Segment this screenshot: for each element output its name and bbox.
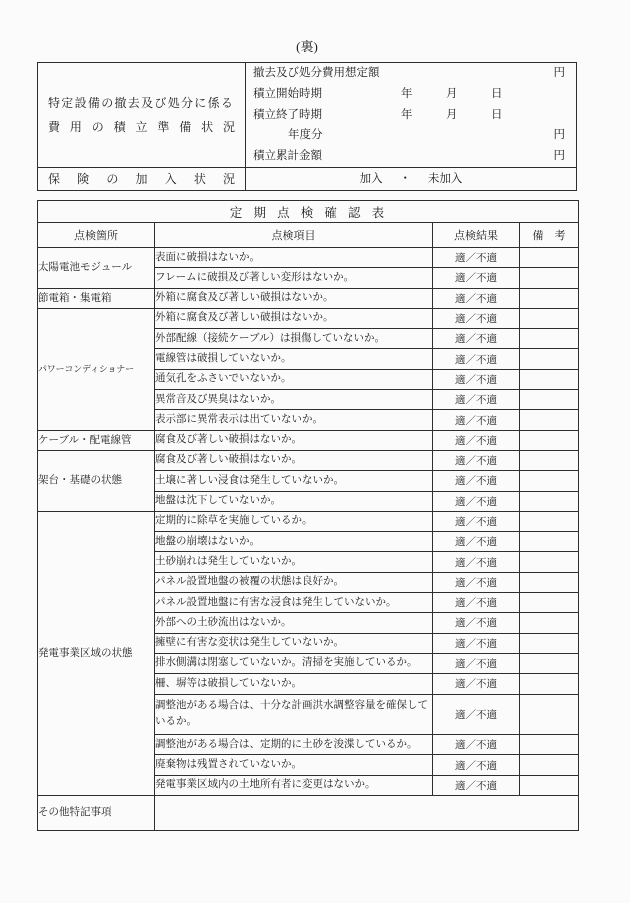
- day-label: 日: [491, 87, 503, 100]
- remarks-cell: [520, 308, 579, 328]
- remarks-cell: [520, 511, 579, 531]
- item-cell: 調整池がある場合は、十分な計画洪水調整容量を確保しているか。: [155, 694, 433, 735]
- item-cell: 地盤の崩壊はないか。: [155, 532, 433, 552]
- result-cell: 適／不適: [433, 572, 520, 592]
- remarks-cell: [520, 450, 579, 470]
- item-cell: 排水側溝は閉塞していないか。清掃を実施しているか。: [155, 653, 433, 673]
- item-cell: 擁壁に有害な変状は発生していないか。: [155, 633, 433, 653]
- fund-row-total: [246, 146, 576, 167]
- remarks-cell: [520, 593, 579, 613]
- header-item: 点検項目: [155, 223, 433, 248]
- end-period-label: 積立終了時期: [253, 108, 322, 121]
- item-cell: 発電事業区域内の土地所有者に変更はないか。: [155, 775, 433, 795]
- fund-preparation-table: [37, 62, 577, 191]
- result-cell: 適／不適: [433, 755, 520, 775]
- item-cell: 土壌に著しい浸食は発生していないか。: [155, 471, 433, 491]
- yen-unit: 円: [553, 67, 565, 79]
- result-cell: 適／不適: [433, 511, 520, 531]
- result-cell: 適／不適: [433, 674, 520, 694]
- result-cell: 適／不適: [433, 410, 520, 430]
- section-name-solar-module: 太陽電池モジュール: [38, 248, 155, 289]
- remarks-cell: [520, 369, 579, 389]
- page-side-label: (裏): [296, 39, 318, 54]
- insurance-label: 保 険 の 加 入 状 況: [38, 168, 246, 191]
- fund-row-fiscal: [246, 125, 576, 146]
- start-period-label: 積立開始時期: [253, 87, 322, 100]
- remarks-cell: [520, 288, 579, 308]
- result-cell: 適／不適: [433, 653, 520, 673]
- remarks-cell: [520, 430, 579, 450]
- year-label: 年: [401, 108, 413, 121]
- inspection-row: [38, 430, 579, 450]
- day-label: 日: [491, 108, 503, 121]
- yen-unit: 円: [553, 129, 565, 142]
- result-cell: 適／不適: [433, 491, 520, 511]
- fund-label-cell: [38, 63, 246, 167]
- fund-label-line1: 特定設備の撤去及び処分に係る: [48, 96, 235, 111]
- item-cell: パネル設置地盤に有害な浸食は発生していないか。: [155, 593, 433, 613]
- remarks-cell: [520, 248, 579, 268]
- remarks-cell: [520, 471, 579, 491]
- item-cell: 異常音及び異臭はないか。: [155, 390, 433, 410]
- result-cell: 適／不適: [433, 532, 520, 552]
- item-cell: 定期的に除草を実施しているか。: [155, 511, 433, 531]
- remarks-cell: [520, 735, 579, 755]
- item-cell: 外箱に腐食及び著しい破損はないか。: [155, 308, 433, 328]
- result-cell: 適／不適: [433, 349, 520, 369]
- result-cell: 適／不適: [433, 552, 520, 572]
- item-cell: 表示部に異常表示は出ていないか。: [155, 410, 433, 430]
- fiscal-year-label: 年度分: [288, 129, 323, 142]
- other-notes-label: その他特記事項: [38, 796, 155, 831]
- remarks-cell: [520, 268, 579, 288]
- insurance-row: [38, 168, 576, 191]
- result-cell: 適／不適: [433, 735, 520, 755]
- header-result: 点検結果: [433, 223, 520, 248]
- item-cell: 外部への土砂流出はないか。: [155, 613, 433, 633]
- remarks-cell: [520, 755, 579, 775]
- item-cell: 通気孔をふさいでいないか。: [155, 369, 433, 389]
- inspection-title: 定 期 点 検 確 認 表: [38, 201, 579, 223]
- insurance-options: 加入 ・ 未加入: [359, 172, 463, 185]
- item-cell: 外部配線（接続ケーブル）は損傷していないか。: [155, 329, 433, 349]
- month-label: 月: [446, 87, 458, 100]
- remarks-cell: [520, 613, 579, 633]
- remarks-cell: [520, 775, 579, 795]
- remarks-cell: [520, 329, 579, 349]
- fund-row-start: [246, 84, 576, 105]
- header-location: 点検箇所: [38, 223, 155, 248]
- result-cell: 適／不適: [433, 268, 520, 288]
- month-label: 月: [446, 108, 458, 121]
- result-cell: 適／不適: [433, 694, 520, 735]
- inspection-table: [37, 200, 579, 831]
- result-cell: 適／不適: [433, 613, 520, 633]
- item-cell: 腐食及び著しい破損はないか。: [155, 450, 433, 470]
- section-name-junction-box: 節電箱・集電箱: [38, 288, 155, 308]
- remarks-cell: [520, 674, 579, 694]
- section-name-power-conditioner: パワーコンディショナー: [38, 308, 155, 430]
- inspection-row: [38, 308, 579, 328]
- item-cell: フレームに破損及び著しい変形はないか。: [155, 268, 433, 288]
- inspection-header-row: [38, 223, 579, 248]
- total-amount-label: 積立累計金額: [253, 150, 322, 163]
- item-cell: 地盤は沈下していないか。: [155, 491, 433, 511]
- result-cell: 適／不適: [433, 633, 520, 653]
- fund-row-estimated: [246, 63, 576, 84]
- remarks-cell: [520, 390, 579, 410]
- inspection-row: [38, 511, 579, 531]
- item-cell: 腐食及び著しい破損はないか。: [155, 430, 433, 450]
- fund-row-end: [246, 105, 576, 126]
- year-label: 年: [401, 87, 413, 100]
- item-cell: 電線管は破損していないか。: [155, 349, 433, 369]
- remarks-cell: [520, 410, 579, 430]
- remarks-cell: [520, 532, 579, 552]
- remarks-cell: [520, 572, 579, 592]
- result-cell: 適／不適: [433, 450, 520, 470]
- header-remarks: 備 考: [520, 223, 579, 248]
- result-cell: 適／不適: [433, 369, 520, 389]
- fund-fields-cell: [246, 63, 576, 167]
- item-cell: パネル設置地盤の被覆の状態は良好か。: [155, 572, 433, 592]
- result-cell: 適／不適: [433, 775, 520, 795]
- remarks-cell: [520, 653, 579, 673]
- section-name-mount-foundation: 架台・基礎の状態: [38, 450, 155, 511]
- result-cell: 適／不適: [433, 430, 520, 450]
- section-name-project-area: 発電事業区域の状態: [38, 511, 155, 795]
- section-name-cable-conduit: ケーブル・配電線管: [38, 430, 155, 450]
- result-cell: 適／不適: [433, 329, 520, 349]
- inspection-title-row: [38, 201, 579, 223]
- item-cell: 調整池がある場合は、定期的に土砂を浚渫しているか。: [155, 735, 433, 755]
- yen-unit: 円: [553, 150, 565, 163]
- result-cell: 適／不適: [433, 390, 520, 410]
- item-cell: 表面に破損はないか。: [155, 248, 433, 268]
- result-cell: 適／不適: [433, 248, 520, 268]
- result-cell: 適／不適: [433, 593, 520, 613]
- remarks-cell: [520, 552, 579, 572]
- remarks-cell: [520, 694, 579, 735]
- other-notes-row: [38, 796, 579, 831]
- estimated-amount-label: 撤去及び処分費用想定額: [253, 67, 380, 79]
- remarks-cell: [520, 633, 579, 653]
- item-cell: 廃棄物は残置されていないか。: [155, 755, 433, 775]
- remarks-cell: [520, 491, 579, 511]
- result-cell: 適／不適: [433, 288, 520, 308]
- inspection-row: [38, 450, 579, 470]
- fund-label-line2: 費 用 の 積 立 準 備 状 況: [48, 120, 235, 135]
- inspection-row: [38, 248, 579, 268]
- other-notes-cell: [155, 796, 579, 831]
- item-cell: 外箱に腐食及び著しい破損はないか。: [155, 288, 433, 308]
- remarks-cell: [520, 349, 579, 369]
- inspection-row: [38, 288, 579, 308]
- item-cell: 柵、塀等は破損していないか。: [155, 674, 433, 694]
- fund-main-row: [38, 63, 576, 168]
- result-cell: 適／不適: [433, 308, 520, 328]
- result-cell: 適／不適: [433, 471, 520, 491]
- item-cell: 土砂崩れは発生していないか。: [155, 552, 433, 572]
